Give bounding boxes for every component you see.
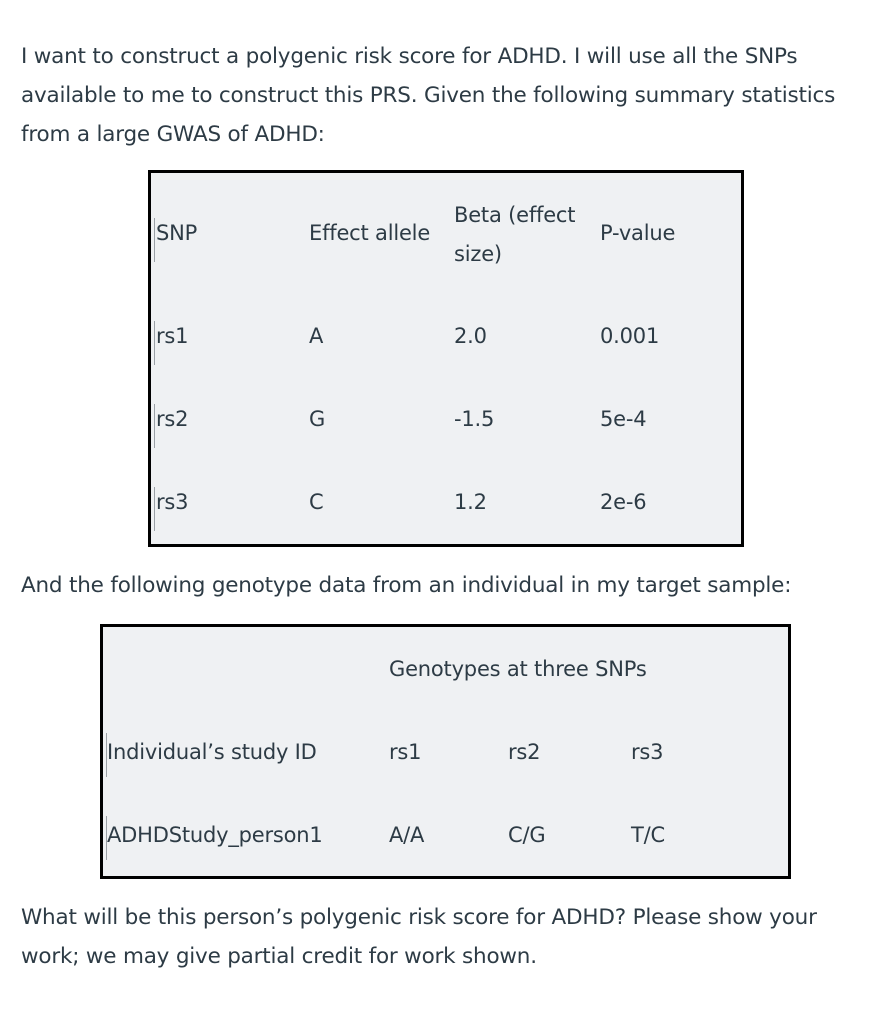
intro-paragraph: I want to construct a polygenic risk score for ADHD. I will use all the SNPs available to me to construct this PRS. Given the following summary statistics from a large GWAS of ADHD: xyxy=(21,44,836,147)
header-snp: SNP xyxy=(156,221,198,245)
table-left-gridline xyxy=(154,404,155,448)
table-left-gridline xyxy=(154,321,155,365)
summary-statistics-table xyxy=(148,170,744,547)
row2-p-value: 5e-4 xyxy=(600,407,647,431)
genotype-intro-paragraph: And the following genotype data from an individual in my target sample: xyxy=(21,573,792,598)
row3-p-value: 2e-6 xyxy=(600,490,647,514)
header-beta-line2: size) xyxy=(454,242,502,266)
person-rs2-genotype: C/G xyxy=(508,823,546,847)
header-rs1: rs1 xyxy=(389,740,422,764)
question-paragraph: What will be this person’s polygenic risk score for ADHD? Please show your work; we may give partial credit for work shown. xyxy=(21,905,817,969)
row1-beta: 2.0 xyxy=(454,324,487,348)
row2-beta: -1.5 xyxy=(454,407,495,431)
genotype-table-title: Genotypes at three SNPs xyxy=(389,657,647,681)
row2-snp: rs2 xyxy=(156,407,189,431)
row2-allele: G xyxy=(309,407,326,431)
row1-allele: A xyxy=(309,324,324,348)
person-rs1-genotype: A/A xyxy=(389,823,425,847)
header-effect-allele: Effect allele xyxy=(309,221,431,245)
table-left-gridline xyxy=(154,218,155,262)
row1-p-value: 0.001 xyxy=(600,324,660,348)
table-left-gridline xyxy=(154,487,155,531)
header-p-value: P-value xyxy=(600,221,676,245)
row3-snp: rs3 xyxy=(156,490,189,514)
row3-allele: C xyxy=(309,490,324,514)
row1-snp: rs1 xyxy=(156,324,189,348)
person-rs3-genotype: T/C xyxy=(631,823,665,847)
header-rs2: rs2 xyxy=(508,740,541,764)
header-beta-line1: Beta (effect xyxy=(454,203,576,227)
row3-beta: 1.2 xyxy=(454,490,487,514)
genotype-table xyxy=(100,624,791,879)
header-study-id: Individual’s study ID xyxy=(107,740,317,764)
person-study-id: ADHDStudy_person1 xyxy=(107,823,323,847)
header-rs3: rs3 xyxy=(631,740,664,764)
